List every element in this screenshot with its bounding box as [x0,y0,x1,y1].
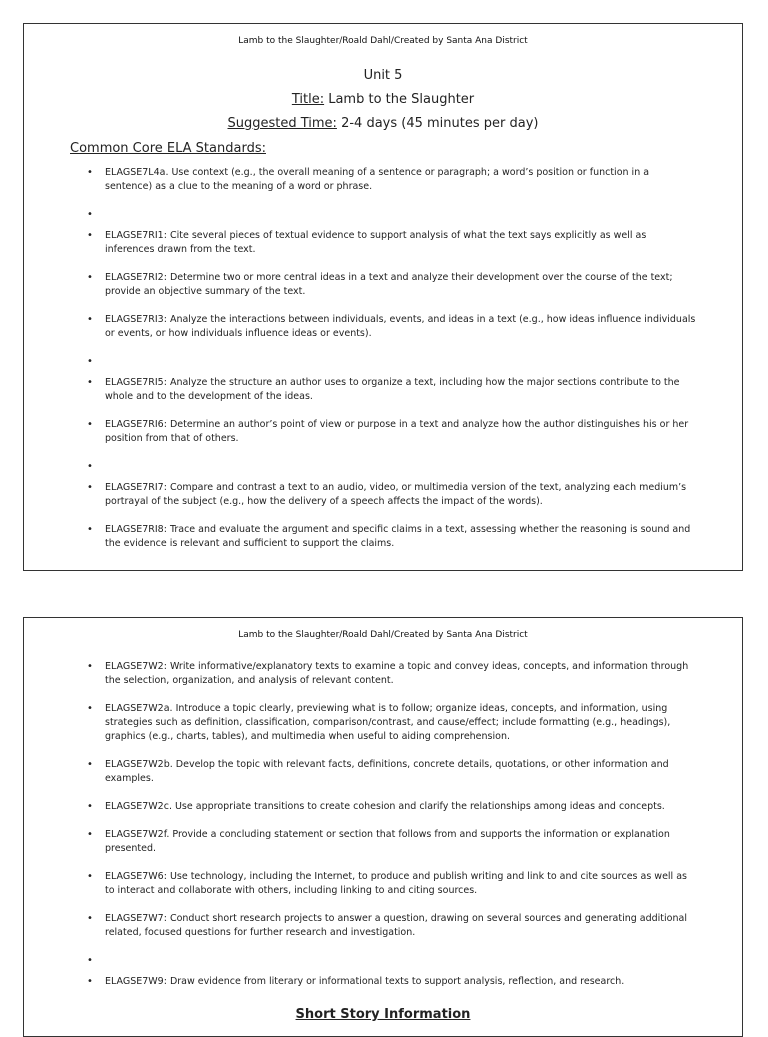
standard-item: • ELAGSE7W2b. Develop the topic with relevant facts, definitions, concrete details, quotations, or other information and examples. [105,758,698,786]
standard-item: • ELAGSE7RI5: Analyze the structure an author uses to organize a text, including how the major sections contribute to the whole and to the development of the ideas. [105,376,698,404]
page-header: Lamb to the Slaughter/Roald Dahl/Created by Santa Ana District [238,36,528,46]
document-page-2 [23,617,743,1037]
standards-list [24,660,742,989]
title-value: Lamb to the Slaughter [324,92,475,107]
standard-item: • ELAGSE7RI2: Determine two or more central ideas in a text and analyze their development over the course of the text; provide an objective summary of the text. [105,271,698,299]
page-header: Lamb to the Slaughter/Roald Dahl/Created by Santa Ana District [238,630,528,640]
unit-label: Unit 5 [363,68,403,83]
short-story-heading: Short Story Information [295,1007,471,1022]
suggested-time-label: Suggested Time: [227,116,337,131]
title-line [24,92,742,107]
document-page-1 [23,23,743,571]
standard-item: • ELAGSE7W2: Write informative/explanatory texts to examine a topic and convey ideas, concepts, and information through the selection, organization, and analysis of relevant content. [105,660,698,688]
standard-item: • ELAGSE7RI1: Cite several pieces of textual evidence to support analysis of what the text says explicitly as well as inferences drawn from the text. [105,229,698,257]
suggested-time-value: 2-4 days (45 minutes per day) [336,116,539,131]
standard-item: • ELAGSE7W9: Draw evidence from literary or informational texts to support analysis, reflection, and research. [105,975,698,989]
standard-item: • ELAGSE7L4a. Use context (e.g., the overall meaning of a sentence or paragraph; a word’s position or function in a sentence) as a clue to the meaning of a word or phrase. [105,166,698,194]
standard-item: • ELAGSE7RI7: Compare and contrast a text to an audio, video, or multimedia version of the text, analyzing each medium’s portrayal of the subject (e.g., how the delivery of a speech affects the impact of the words). [105,481,698,509]
standard-item: • ELAGSE7W2a. Introduce a topic clearly, previewing what is to follow; organize ideas, concepts, and information, using strategies such as definition, classification, comparison/contrast, and cause/effect; include formatting (e.g., headings), graphics (e.g., charts, tables), and multimedia when useful to aiding comprehension. [105,702,698,744]
standard-item [105,954,698,968]
standard-item: • ELAGSE7W2f. Provide a concluding statement or section that follows from and supports the information or explanation presented. [105,828,698,856]
standard-item [105,460,698,474]
standard-item [105,355,698,369]
title-label: Title: [291,92,325,107]
standard-item: • ELAGSE7RI8: Trace and evaluate the argument and specific claims in a text, assessing whether the reasoning is sound and the evidence is relevant and sufficient to support the claims. [105,523,698,551]
standard-item: • ELAGSE7W6: Use technology, including the Internet, to produce and publish writing and link to and cite sources as well as to interact and collaborate with others, including linking to and citing sources. [105,870,698,898]
suggested-time-line [24,116,742,131]
standard-item: • ELAGSE7RI3: Analyze the interactions between individuals, events, and ideas in a text (e.g., how ideas influence individuals or events, or how individuals influence ideas or events). [105,313,698,341]
standards-list [24,166,742,551]
standards-heading: Common Core ELA Standards: [70,141,266,156]
standard-item [105,208,698,222]
standard-item: • ELAGSE7RI6: Determine an author’s point of view or purpose in a text and analyze how the author distinguishes his or her position from that of others. [105,418,698,446]
standard-item: • ELAGSE7W7: Conduct short research projects to answer a question, drawing on several sources and generating additional related, focused questions for further research and investigation. [105,912,698,940]
standard-item: • ELAGSE7W2c. Use appropriate transitions to create cohesion and clarify the relationships among ideas and concepts. [105,800,698,814]
